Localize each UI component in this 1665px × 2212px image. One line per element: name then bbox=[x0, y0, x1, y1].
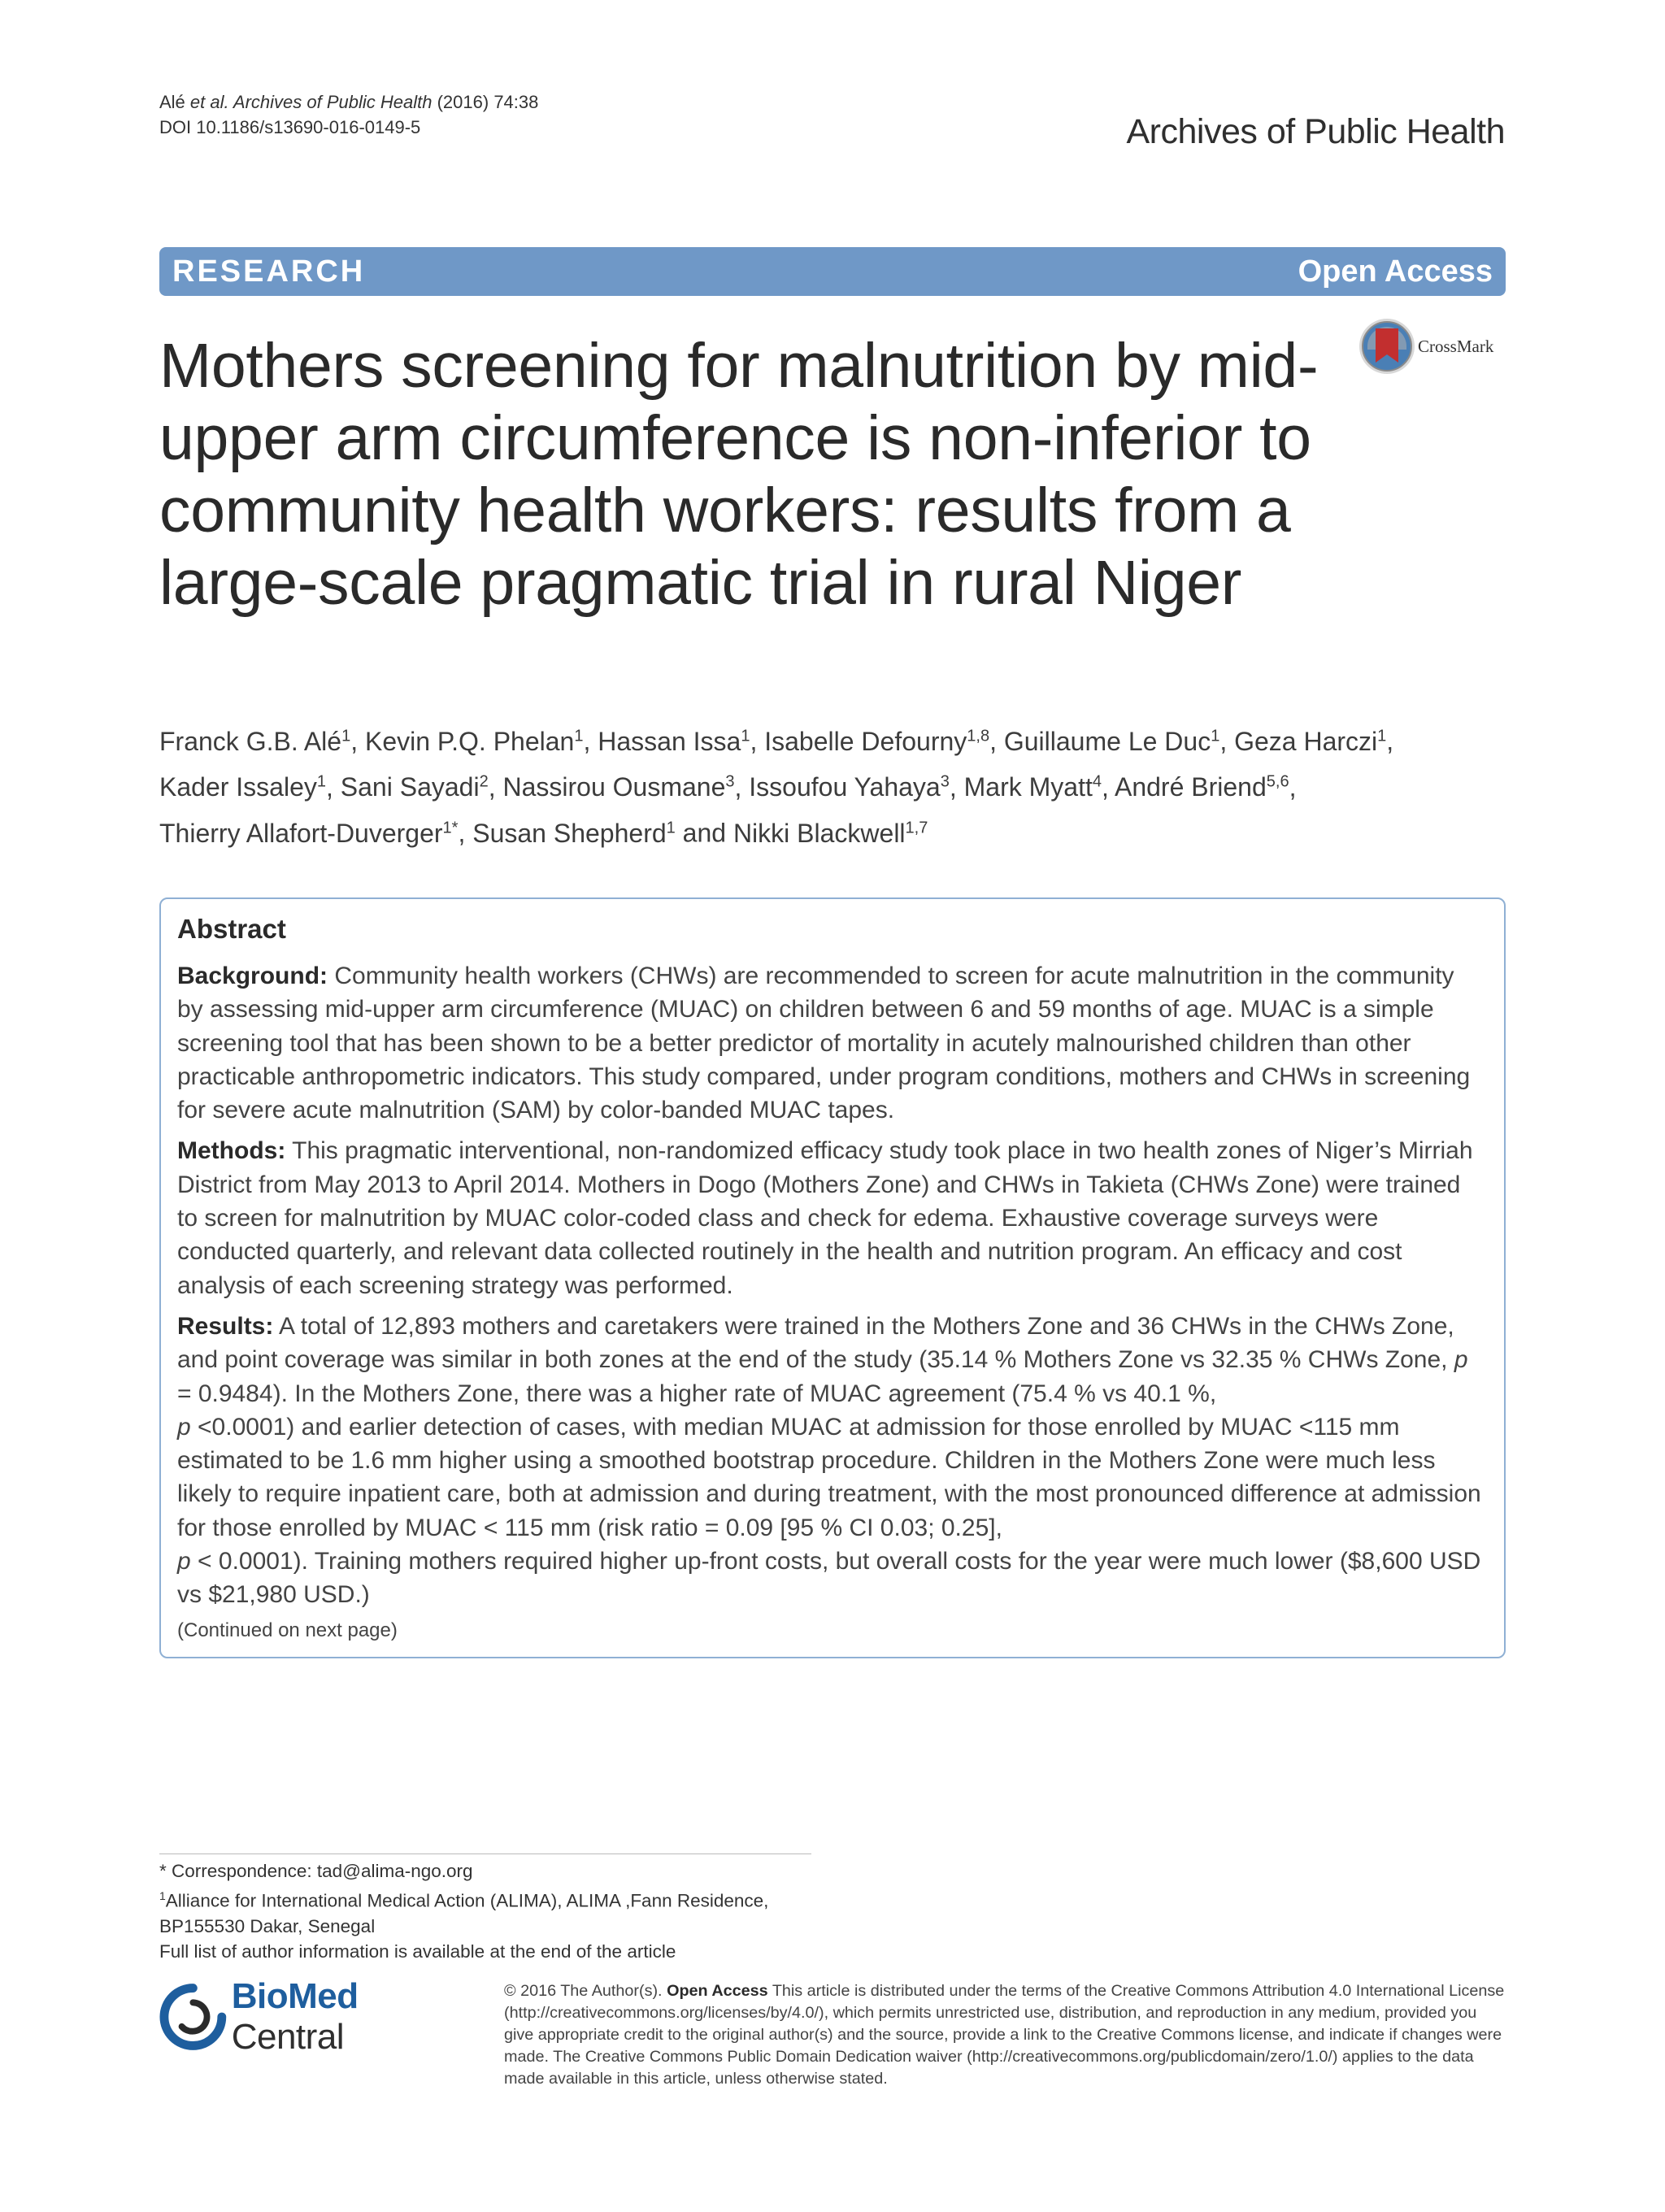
background-label: Background: bbox=[177, 963, 328, 989]
article-title: Mothers screening for malnutrition by mid-upper arm circumference is non-inferior to community health workers: results from a large-scale pragmatic trial in rural Niger bbox=[159, 331, 1319, 618]
biomed-central-logo[interactable] bbox=[159, 1976, 476, 2057]
author[interactable]: Susan Shepherd$^1$ bbox=[472, 818, 676, 848]
affiliation-address: BP155530 Dakar, Senegal bbox=[159, 1915, 376, 1936]
citation-volume: (2016) 74:38 bbox=[437, 92, 539, 112]
citation-authors: Alé bbox=[159, 92, 185, 112]
author[interactable]: Mark Myatt$^4$ bbox=[963, 772, 1102, 802]
background-text: Community health workers (CHWs) are recommended to screen for acute malnutrition in the community by assessing mid-upper arm circumference (MUAC) on children between 6 and 59 months of age. MUAC is a simple screening tool that has been shown to be a better predictor of mortality in acutely malnourished children than other practicable anthropometric indicators. This study compared, under program conditions, mothers and CHWs in screening for severe acute malnutrition (SAM) by color-banded MUAC tapes. bbox=[177, 963, 1471, 1124]
biomed-central-swirl-icon bbox=[159, 1983, 227, 2051]
author[interactable]: Nassirou Ousmane$^3$ bbox=[502, 772, 735, 802]
correspondence: * Correspondence: tad@alima-ngo.org bbox=[159, 1861, 473, 1881]
author[interactable]: Isabelle Defourny$^{1,8}$ bbox=[764, 726, 990, 756]
author[interactable]: Thierry Allafort-Duverger$^{1*}$ bbox=[159, 818, 459, 848]
author[interactable]: Kevin P.Q. Phelan$^1$ bbox=[364, 726, 584, 756]
abstract-results bbox=[177, 1310, 1481, 1612]
citation-line bbox=[159, 89, 538, 115]
crossmark-label: CrossMark bbox=[1418, 336, 1494, 356]
affiliation: $^1$Alliance for International Medical Action (ALIMA), ALIMA ,Fann Residence, bbox=[159, 1889, 769, 1911]
crossmark-icon bbox=[1358, 317, 1416, 376]
methods-label: Methods: bbox=[177, 1137, 286, 1165]
abstract-box bbox=[159, 897, 1506, 1658]
license-text: This article is distributed under the terms of the Creative Commons Attribution 4.0 International License (http://creativecommons.org/licenses/by/4.0/), which permits unrestricted use, distribution, and reproduction in any medium, provided you give appropriate credit to the original author(s) and the source, provide a link to the Creative Commons license, and indicate if changes were made. The Creative Commons Public Domain Dedication waiver (http://creativecommons.org/publicdomain/zero/1.0/) applies to the data made available in this article, unless otherwise stated. bbox=[504, 1982, 1505, 2088]
author[interactable]: Nikki Blackwell$^{1,7}$ bbox=[733, 818, 928, 848]
article-type-bar bbox=[159, 247, 1506, 296]
author[interactable]: Hassan Issa$^1$ bbox=[598, 726, 750, 756]
author[interactable]: Sani Sayadi$^2$ bbox=[340, 772, 489, 802]
open-access-badge: Open Access bbox=[1298, 254, 1493, 289]
authors-and: and bbox=[682, 818, 727, 848]
author-list: Franck G.B. Alé$^1$, Kevin P.Q. Phelan$^1$, Hassan Issa$^1$, Isabelle Defourny$^{1,8}$, Guillaume Le Duc$^1$, Geza Harczi$^1$, Kader Issaley$^1$, Sani Sayadi$^2$, Nassirou Ousmane$^3$, Issoufou Yahaya$^3$, Mark Myatt$^4$, André Briend$^{5,6}$, Thierry Allafort-Duverger$^{1*}$, Susan Shepherd$^1$ and Nikki Blackwell$^{1,7}$ bbox=[159, 726, 1394, 848]
p-value-symbol: p bbox=[177, 1548, 191, 1575]
abstract-background bbox=[177, 959, 1481, 1127]
footnote-rule bbox=[159, 1853, 811, 1854]
abstract-heading: Abstract bbox=[177, 914, 286, 944]
author[interactable]: Guillaume Le Duc$^1$ bbox=[1003, 726, 1220, 756]
full-list-note: Full list of author information is available at the end of the article bbox=[159, 1940, 676, 1962]
citation-header bbox=[159, 89, 538, 140]
crossmark-badge[interactable] bbox=[1358, 317, 1493, 376]
journal-name: Archives of Public Health bbox=[1126, 112, 1505, 151]
methods-text: This pragmatic interventional, non-randomized efficacy study took place in two health zones of Niger’s Mirriah District from May 2013 to April 2014. Mothers in Dogo (Mothers Zone) and CHWs in Takieta (CHWs Zone) were trained to screen for malnutrition by MUAC color-coded class and check for edema. Exhaustive coverage surveys were conducted quarterly, and relevant data collected routinely in the health and nutrition program. An efficacy and cost analysis of each screening strategy was performed. bbox=[177, 1137, 1473, 1299]
results-text: <0.0001) and earlier detection of cases, with median MUAC at admission for those enrolled by MUAC <115 mm estimated to be 1.6 mm higher using a smoothed bootstrap procedure. Children in the Mothers Zone were much less likely to require inpatient care, both at admission and during treatment, with the most pronounced difference at admission for those enrolled by MUAC < 115 mm (risk ratio = 0.09 [95 % CI 0.03; 0.25], bbox=[177, 1413, 1481, 1541]
continued-note: (Continued on next page) bbox=[177, 1619, 398, 1641]
results-text: = 0.9484). In the Mothers Zone, there was a higher rate of MUAC agreement (75.4 % vs 40.1 %, bbox=[177, 1380, 1217, 1407]
footnotes bbox=[159, 1858, 826, 1964]
citation-journal: et al. Archives of Public Health bbox=[189, 92, 433, 112]
author[interactable]: Franck G.B. Alé$^1$ bbox=[159, 726, 351, 756]
copyright: © 2016 The Author(s). bbox=[504, 1982, 663, 2000]
results-text: A total of 12,893 mothers and caretakers were trained in the Mothers Zone and 36 CHWs in the CHWs Zone, and point coverage was similar in both zones at the end of the study (35.14 % Mothers Zone vs 32.35 % CHWs Zone, bbox=[177, 1312, 1454, 1374]
author[interactable]: André Briend$^{5,6}$ bbox=[1114, 772, 1289, 802]
p-value-symbol: p bbox=[177, 1413, 191, 1441]
abstract-methods bbox=[177, 1134, 1481, 1302]
article-type-label: RESEARCH bbox=[172, 254, 366, 289]
results-label: Results: bbox=[177, 1312, 274, 1340]
doi: DOI 10.1186/s13690-016-0149-5 bbox=[159, 117, 421, 137]
license-open-access: Open Access bbox=[667, 1982, 768, 2000]
author[interactable]: Kader Issaley$^1$ bbox=[159, 772, 326, 802]
license-statement bbox=[504, 1980, 1506, 2090]
results-text: < 0.0001). Training mothers required higher up-front costs, but overall costs for the year were much lower ($8,600 USD vs $21,980 USD.) bbox=[177, 1548, 1481, 1609]
p-value-symbol: p bbox=[1454, 1346, 1468, 1374]
author[interactable]: Geza Harczi$^1$ bbox=[1234, 726, 1387, 756]
biomed-central-wordmark: BioMed Central bbox=[231, 1976, 359, 2057]
author[interactable]: Issoufou Yahaya$^3$ bbox=[749, 772, 950, 802]
